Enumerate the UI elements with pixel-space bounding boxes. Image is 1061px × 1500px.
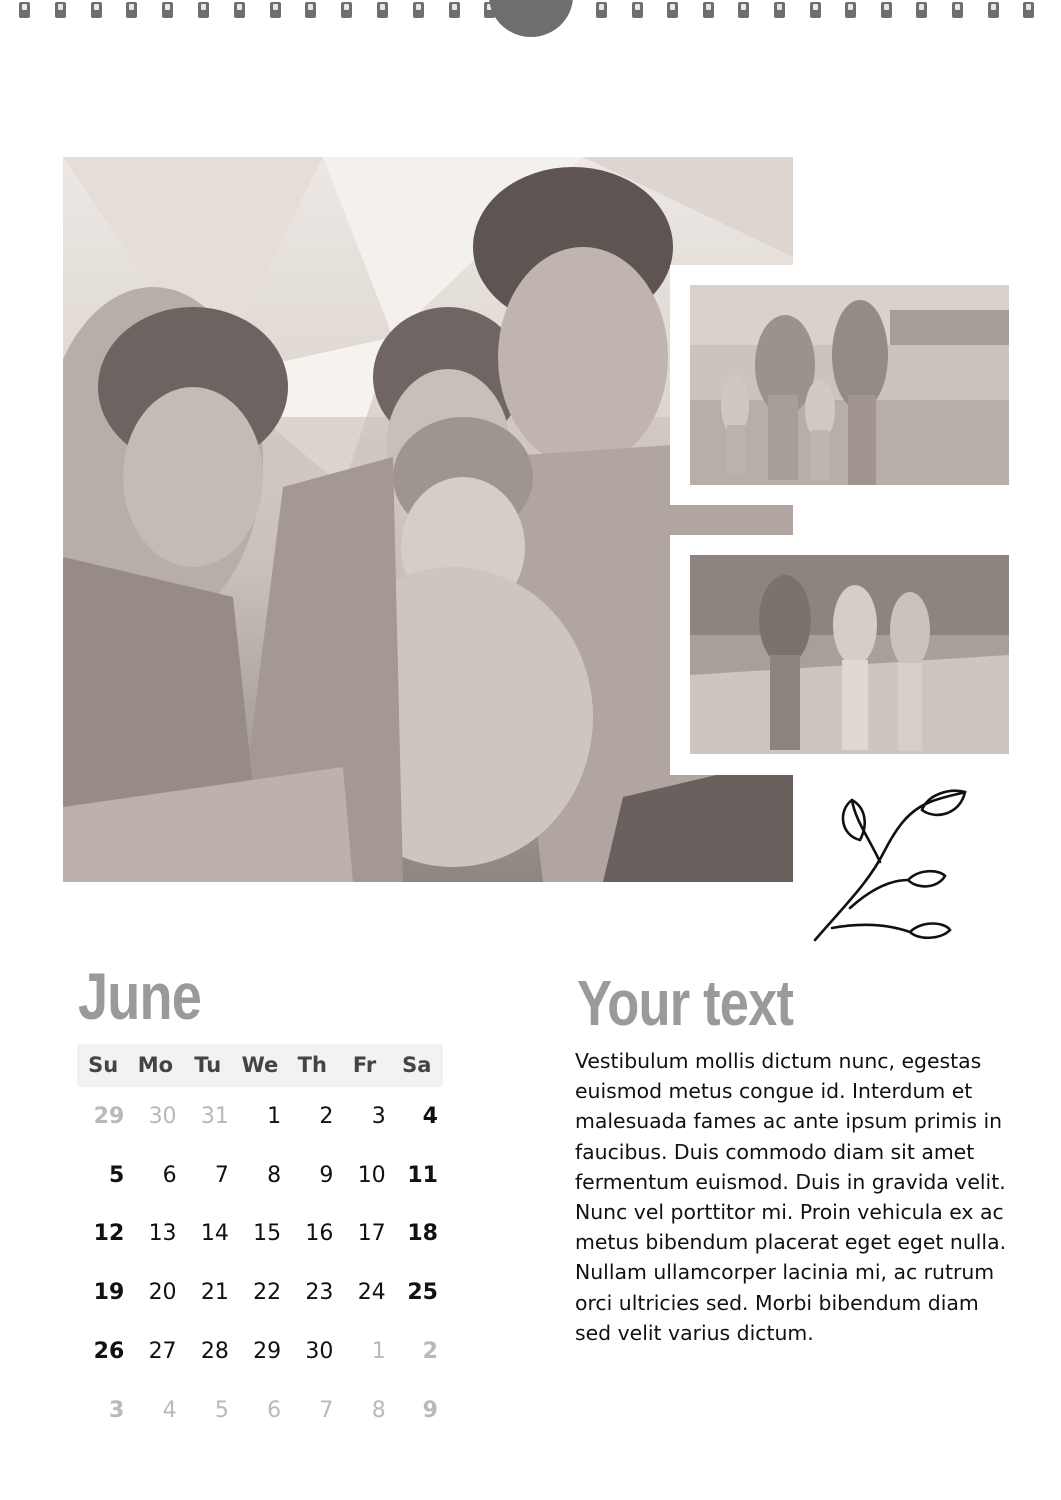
calendar-day: 25: [407, 1280, 438, 1306]
binding-ring: [377, 2, 388, 18]
month-title: June: [78, 959, 202, 1033]
weekday-label: Tu: [194, 1053, 222, 1077]
calendar-day: 23: [305, 1280, 334, 1306]
binding-ring: [738, 2, 749, 18]
binding-ring: [449, 2, 460, 18]
calendar-day: 9: [319, 1162, 334, 1188]
binding-ring: [341, 2, 352, 18]
weekday-label: We: [241, 1053, 279, 1077]
binding-ring: [916, 2, 927, 18]
binding-ring: [1023, 2, 1034, 18]
calendar-day: 27: [148, 1339, 177, 1365]
calendar-day: 26: [93, 1339, 125, 1365]
calendar-grid: [77, 1087, 443, 1440]
text-block-body: Vestibulum mollis dictum nunc, egestas euismod metus congue id. Interdum et malesuada fames ac ante ipsum primis in faucibus. Duis commodo diam sit amet fermentum euismod. Duis in gravida velit. Nunc vel porttitor mi. Proin vehicula ex ac metus bibendum placerat eget eget nulla. Nullam ullamcorper lacinia mi, ac rutrum orci ultricies sed. Morbi bibendum diam sed velit varius dictum.: [575, 1049, 1007, 1345]
calendar-day: 7: [319, 1397, 334, 1423]
calendar-day: 4: [422, 1103, 438, 1129]
binding-ring: [91, 2, 102, 18]
family-walking-shore-photo: [690, 285, 1009, 485]
calendar-day: 28: [200, 1339, 229, 1365]
calendar-day: 8: [371, 1397, 386, 1423]
calendar-day: 20: [148, 1280, 177, 1306]
weekday-label: Sa: [402, 1053, 432, 1077]
calendar-week-row: [77, 1087, 443, 1146]
calendar-day: 6: [162, 1162, 177, 1188]
binding-ring: [413, 2, 424, 18]
calendar-day: 19: [93, 1280, 125, 1306]
calendar-day: 5: [108, 1162, 125, 1188]
calendar-day: 31: [200, 1103, 229, 1129]
calendar-week-row: [77, 1146, 443, 1205]
calendar-day: 30: [305, 1339, 334, 1365]
binding-ring: [952, 2, 963, 18]
family-walking-path-photo: [690, 555, 1009, 754]
binding-ring: [596, 2, 607, 18]
binding-ring: [198, 2, 209, 18]
calendar-day: 29: [253, 1339, 282, 1365]
calendar-week-row: [77, 1381, 443, 1440]
calendar-hanger-hole: [489, 0, 573, 37]
calendar-day: 2: [319, 1103, 334, 1129]
calendar-day: 15: [253, 1221, 282, 1247]
text-block-title: Your text: [577, 967, 794, 1039]
calendar-day: 13: [148, 1221, 177, 1247]
calendar-day: 17: [357, 1221, 386, 1247]
calendar-day: 29: [93, 1103, 125, 1129]
binding-ring: [667, 2, 678, 18]
calendar-day: 1: [267, 1103, 282, 1129]
calendar-day: 6: [267, 1397, 282, 1423]
binding-ring: [19, 2, 30, 18]
weekday-label: Fr: [352, 1053, 377, 1077]
calendar-day: 22: [253, 1280, 282, 1306]
calendar-day: 11: [407, 1162, 438, 1188]
calendar-day: 30: [148, 1103, 177, 1129]
calendar-day: 18: [407, 1221, 438, 1247]
calendar-day: 1: [371, 1339, 386, 1365]
binding-ring: [234, 2, 245, 18]
calendar-day: 21: [200, 1280, 229, 1306]
calendar-week-row: [77, 1205, 443, 1264]
calendar-day: 9: [422, 1397, 438, 1423]
calendar-day: 10: [357, 1162, 386, 1188]
weekday-label: Th: [297, 1053, 327, 1077]
weekday-header: [77, 1044, 443, 1087]
weekday-label: Mo: [137, 1053, 174, 1077]
calendar-day: 12: [93, 1221, 125, 1247]
binding-ring: [55, 2, 66, 18]
binding-ring: [270, 2, 281, 18]
calendar-day: 3: [108, 1397, 125, 1423]
calendar-day: 14: [200, 1221, 229, 1247]
binding-ring: [162, 2, 173, 18]
binding-ring: [881, 2, 892, 18]
leaf-sprig-icon: [810, 780, 970, 945]
binding-ring: [988, 2, 999, 18]
calendar-week-row: [77, 1322, 443, 1381]
binding-ring: [810, 2, 821, 18]
weekday-label: Su: [88, 1053, 119, 1077]
calendar-day: 4: [162, 1397, 177, 1423]
calendar-day: 2: [422, 1339, 438, 1365]
binding-ring: [774, 2, 785, 18]
binding-ring: [632, 2, 643, 18]
calendar-day: 3: [371, 1103, 386, 1129]
binding-ring: [703, 2, 714, 18]
binding-ring: [305, 2, 316, 18]
calendar-day: 16: [305, 1221, 334, 1247]
calendar-day: 8: [267, 1162, 282, 1188]
calendar-day: 5: [214, 1397, 229, 1423]
calendar-day: 7: [214, 1162, 229, 1188]
binding-ring: [845, 2, 856, 18]
binding-ring: [126, 2, 137, 18]
calendar-week-row: [77, 1263, 443, 1322]
calendar-day: 24: [357, 1280, 386, 1306]
